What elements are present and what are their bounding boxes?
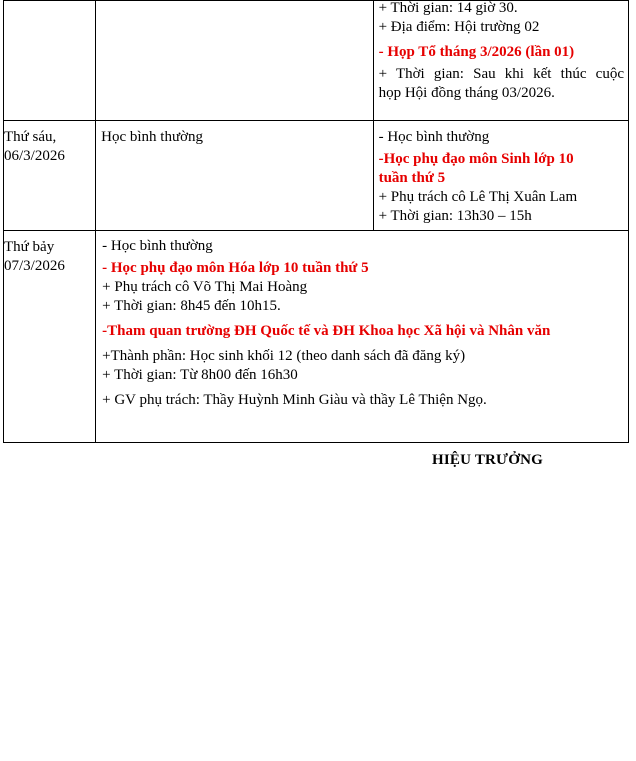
- day-cell: [4, 231, 96, 443]
- event-heading: -Tham quan trường ĐH Quốc tế và ĐH Khoa học Xã hội và Nhân văn: [102, 323, 551, 339]
- day-date: 06/3/2026: [4, 148, 65, 164]
- event-heading: -Học phụ đạo môn Sinh lớp 10: [378, 151, 574, 167]
- table-row: [4, 121, 629, 231]
- day-label: Thứ bảy: [4, 239, 55, 255]
- schedule-line: + Thời gian: Từ 8h00 đến 16h30: [102, 367, 298, 383]
- schedule-table: [3, 0, 629, 443]
- schedule-line: + Thời gian: 13h30 – 15h: [378, 208, 532, 224]
- event-heading: - Học phụ đạo môn Hóa lớp 10 tuần thứ 5: [102, 260, 369, 276]
- schedule-line: + Phụ trách cô Võ Thị Mai Hoàng: [102, 279, 308, 295]
- day-cell: [4, 1, 96, 121]
- schedule-line: + Thời gian: Sau khi kết thúc cuộc: [378, 66, 624, 82]
- table-row: [4, 231, 629, 443]
- table-row: [4, 1, 629, 121]
- schedule-line: + Thời gian: 8h45 đến 10h15.: [102, 298, 281, 314]
- morning-cell: [96, 121, 373, 231]
- schedule-line: Học bình thường: [101, 129, 204, 145]
- day-label: Thứ sáu,: [4, 129, 57, 145]
- schedule-line: + Địa điểm: Hội trường 02: [378, 19, 540, 35]
- full-day-cell: [96, 231, 629, 443]
- morning-cell: [96, 1, 373, 121]
- schedule-line: họp Hội đồng tháng 03/2026.: [378, 85, 555, 101]
- principal-signature-title: HIỆU TRƯỞNG: [432, 452, 543, 468]
- schedule-line: +Thành phần: Học sinh khối 12 (theo danh sách đã đăng ký): [102, 348, 466, 364]
- schedule-line: + Thời gian: 14 giờ 30.: [378, 0, 518, 16]
- schedule-line: - Học bình thường: [378, 129, 490, 145]
- event-heading-continued: tuần thứ 5: [378, 170, 446, 186]
- day-date: 07/3/2026: [4, 258, 65, 274]
- day-cell: [4, 121, 96, 231]
- schedule-line: + GV phụ trách: Thầy Huỳnh Minh Giàu và thầy Lê Thiện Ngọ.: [102, 392, 487, 408]
- schedule-line: + Phụ trách cô Lê Thị Xuân Lam: [378, 189, 578, 205]
- event-heading: - Họp Tổ tháng 3/2026 (lần 01): [378, 44, 575, 60]
- schedule-line: - Học bình thường: [102, 238, 213, 254]
- afternoon-cell: [373, 1, 628, 121]
- afternoon-cell: [373, 121, 628, 231]
